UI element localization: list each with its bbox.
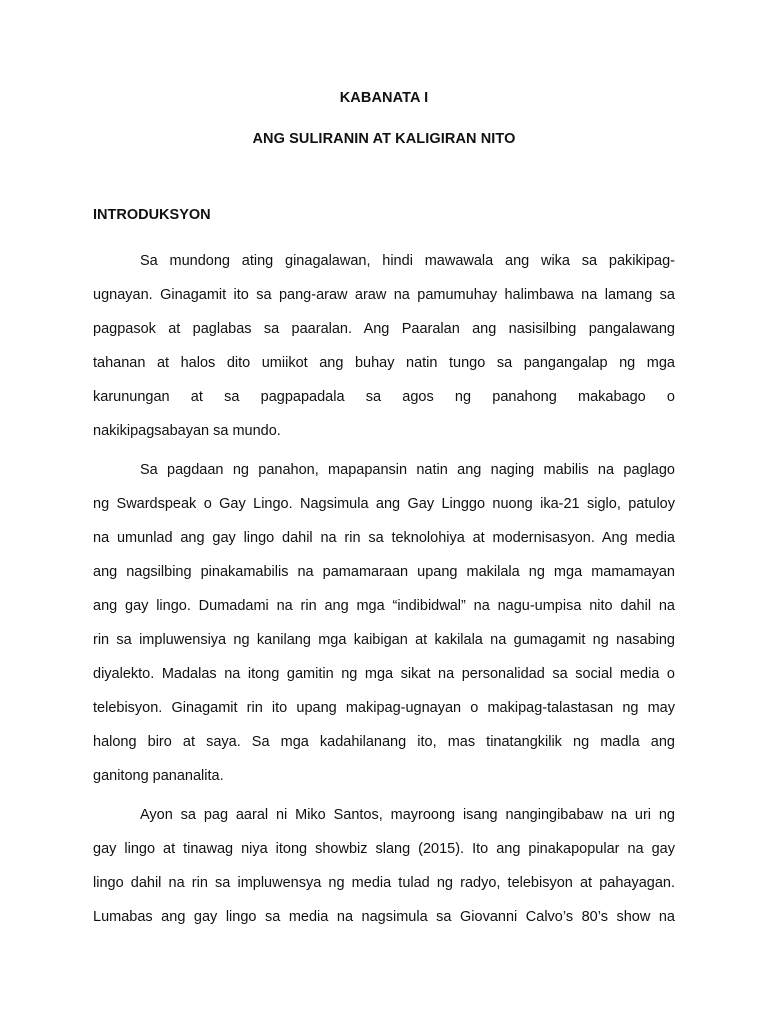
chapter-subtitle: ANG SULIRANIN AT KALIGIRAN NITO: [252, 131, 516, 147]
section-heading: INTRODUKSYON: [93, 207, 211, 223]
paragraph-line: tahanan at halos dito umiikot ang buhay natin tungo sa pangangalap ng mga: [93, 355, 675, 371]
paragraph-line: nakikipagsabayan sa mundo.: [93, 423, 281, 439]
paragraph-line: telebisyon. Ginagamit rin ito upang makipag-ugnayan o makipag-talastasan ng may: [93, 700, 675, 716]
paragraph-line: karunungan at sa pagpapadala sa agos ng panahong makabago o: [93, 389, 675, 405]
paragraph-3: [93, 798, 675, 966]
paragraph-line: Sa mundong ating ginagalawan, hindi mawawala ang wika sa pakikipag-: [140, 253, 675, 269]
paragraph-line: gay lingo at tinawag niya itong showbiz slang (2015). Ito ang pinakapopular na gay: [93, 841, 675, 857]
paragraph-line: Sa pagdaan ng panahon, mapapansin natin ang naging mabilis na paglago: [140, 462, 675, 478]
paragraph-line: diyalekto. Madalas na itong gamitin ng mga sikat na personalidad sa social media o: [93, 666, 675, 682]
paragraph-line: ugnayan. Ginagamit ito sa pang-araw araw na pamumuhay halimbawa na lamang sa: [93, 287, 675, 303]
chapter-title: KABANATA I: [339, 90, 429, 106]
paragraph-line: ang gay lingo. Dumadami na rin ang mga “indibidwal” na nagu-umpisa nito dahil na: [93, 598, 675, 614]
paragraph-line: rin sa impluwensiya ng kanilang mga kaibigan at kakilala na gumagamit ng nasabing: [93, 632, 675, 648]
paragraph-line: Ayon sa pag aaral ni Miko Santos, mayroong isang nangingibabaw na uri ng: [140, 807, 675, 823]
paragraph-line: ng Swardspeak o Gay Lingo. Nagsimula ang Gay Linggo nuong ika-21 siglo, patuloy: [93, 496, 675, 512]
paragraph-line: Lumabas ang gay lingo sa media na nagsimula sa Giovanni Calvo’s 80’s show na: [93, 909, 675, 925]
paragraph-line: pagpasok at paglabas sa paaralan. Ang Paaralan ang nasisilbing pangalawang: [93, 321, 675, 337]
paragraph-line: na umunlad ang gay lingo dahil na rin sa teknolohiya at modernisasyon. Ang media: [93, 530, 675, 546]
paragraph-line: ang nagsilbing pinakamabilis na pamamaraan upang makilala ng mga mamamayan: [93, 564, 675, 580]
paragraph-2: [93, 453, 675, 793]
paragraph-line: halong biro at saya. Sa mga kadahilanang ito, mas tinatangkilik ng madla ang: [93, 734, 675, 750]
paragraph-line: lingo dahil na rin sa impluwensya ng media tulad ng radyo, telebisyon at pahayagan.: [93, 875, 675, 891]
paragraph-line: ganitong pananalita.: [93, 768, 224, 784]
paragraph-1: [93, 244, 675, 448]
